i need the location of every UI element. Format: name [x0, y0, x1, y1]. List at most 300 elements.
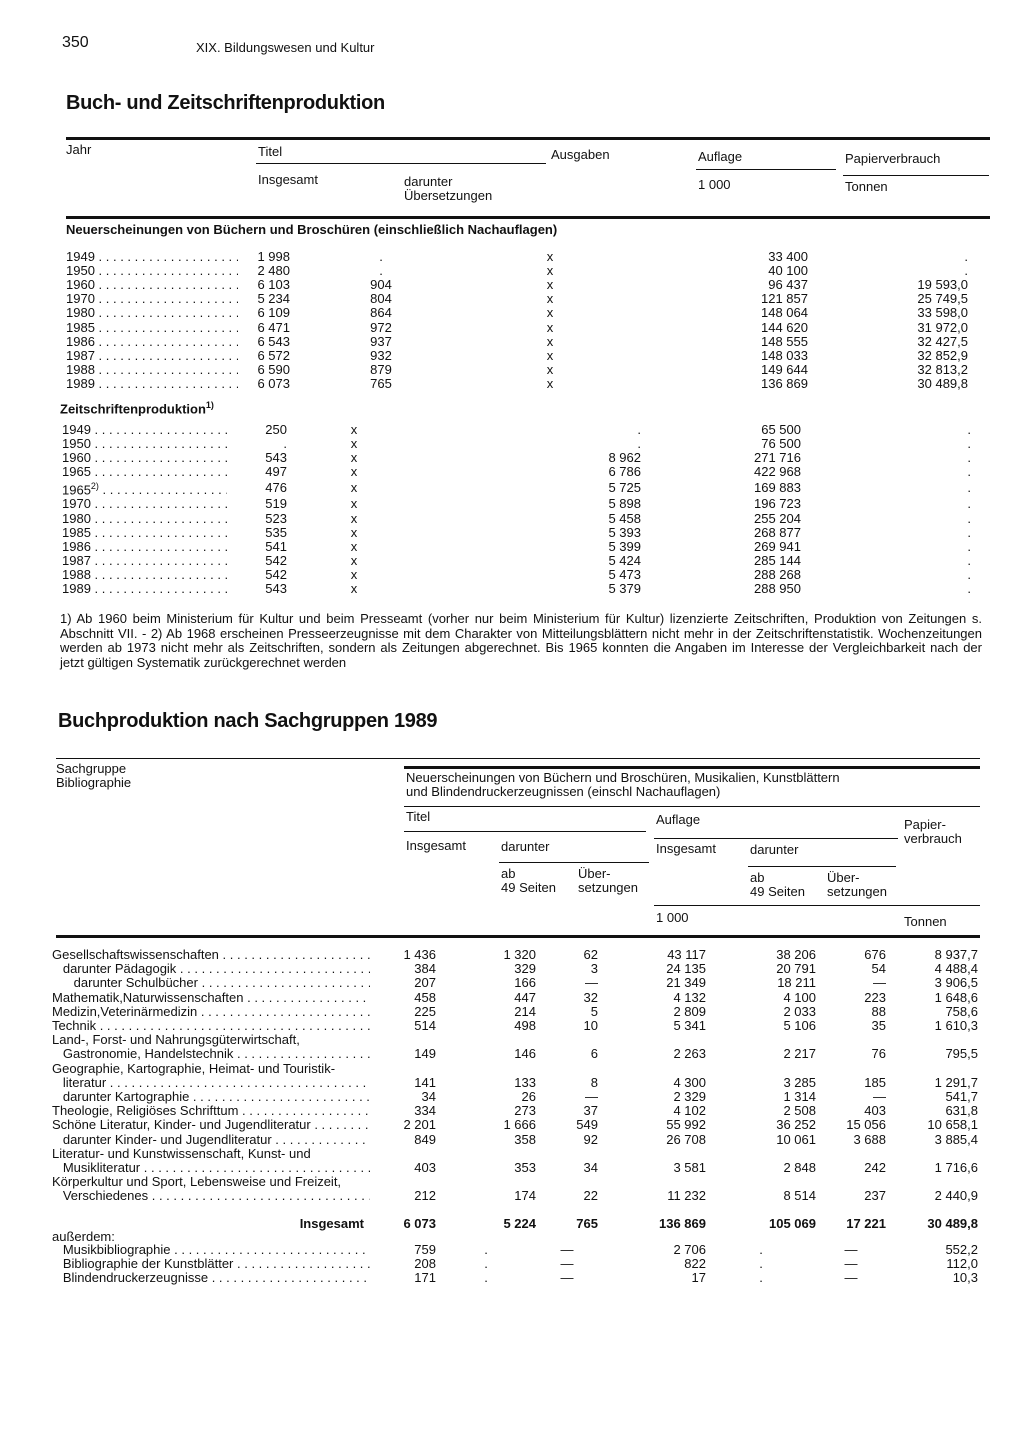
t2-head-auflage-insgesamt: Insgesamt	[656, 841, 716, 856]
sachgruppe-value: 1 666	[503, 1117, 536, 1133]
t1-head-auflage: Auflage	[698, 149, 743, 164]
sachgruppe-value: 3	[590, 961, 598, 977]
t2-head-ueber-1b: setzungen	[578, 880, 638, 895]
sachgruppe-label-line: Schöne Literatur, Kinder- und Jugendliteratur . . .	[52, 1118, 370, 1132]
t2-head-neu-2: und Blindendruckerzeugnissen (einschl Nachauflagen)	[406, 784, 721, 799]
group2-cell: x	[350, 581, 358, 597]
group1-cell: 864	[370, 305, 392, 321]
sachgruppe-value: 2 033	[783, 1003, 816, 1019]
group1-cell: x	[546, 248, 554, 264]
sachgruppe-value: 358	[514, 1131, 536, 1147]
group1-row	[66, 363, 968, 377]
group2-cell: x	[350, 567, 358, 583]
sachgruppe-label-line: darunter Schulbücher . . .	[52, 976, 370, 990]
sachgruppe-value: —	[873, 975, 886, 991]
group2-cell: .	[637, 435, 641, 451]
ausserdem-label: außerdem:	[52, 1228, 115, 1244]
group2-cell: x	[350, 435, 358, 451]
group2-cell: x	[350, 480, 358, 496]
group1-cell: 136 869	[761, 376, 808, 392]
extra-value: —	[560, 1241, 574, 1257]
group2-cell: .	[967, 581, 971, 597]
chapter-title: XIX. Bildungswesen und Kultur	[196, 40, 375, 55]
group1-cell: x	[546, 262, 554, 278]
group1-cell: 148 555	[761, 333, 808, 349]
sachgruppe-label-line: darunter Kartographie . . .	[52, 1090, 370, 1104]
group1-year	[66, 363, 238, 377]
t1-head-uebersetzungen: Übersetzungen	[404, 188, 493, 203]
extra-label-line: Bibliographie der Kunstblätter . . .	[52, 1257, 370, 1271]
empty-cell	[598, 1230, 706, 1243]
group2-title	[60, 400, 214, 416]
group1-cell: 33 400	[768, 248, 808, 264]
t2-head-titel-darunter: darunter	[501, 839, 550, 854]
group1-cell: 6 590	[257, 362, 290, 378]
group1-cell: 148 033	[761, 347, 808, 363]
group1-year-label: 1960 . . .	[66, 277, 238, 291]
sachgruppe-value: 676	[864, 947, 886, 962]
page-number: 350	[62, 34, 89, 51]
group2-cell: 5 725	[608, 480, 641, 496]
t2-head-papier-2: verbrauch	[904, 831, 962, 846]
sachgruppe-value: 4 100	[783, 989, 816, 1005]
sachgruppe-label	[52, 976, 370, 990]
group1-year	[66, 306, 238, 320]
sachgruppe-label-line: Musikliteratur . . .	[52, 1161, 370, 1175]
t2-rule-top	[404, 766, 980, 769]
extra-value: 822	[684, 1255, 706, 1271]
sachgruppe-value: 4 132	[673, 989, 706, 1005]
sachgruppe-value: 1 716,6	[934, 1160, 978, 1176]
group1-year-label: 1985 . . .	[66, 320, 238, 334]
sachgruppe-value: 133	[514, 1074, 536, 1090]
sachgruppe-value: 34	[583, 1160, 598, 1176]
t2-head-unit-1000: 1 000	[656, 910, 689, 925]
section2-title: Buchproduktion nach Sachgruppen 1989	[58, 710, 438, 732]
group2-cell: 285 144	[754, 553, 801, 569]
group2-year-label: 1987 . . .	[62, 554, 227, 568]
t2-head-bibliographie: Bibliographie	[56, 775, 132, 790]
group1-cell: 32 852,9	[917, 347, 968, 363]
sachgruppe-value: 8 514	[783, 1188, 816, 1204]
sachgruppe-value: —	[585, 975, 598, 991]
sachgruppe-value: 3 688	[853, 1131, 886, 1147]
group2-cell: 543	[265, 449, 287, 465]
sachgruppe-row	[52, 1019, 978, 1033]
group1-year	[66, 334, 238, 348]
sachgruppe-value: 11 232	[667, 1188, 706, 1204]
group1-cell: 6 103	[257, 276, 290, 292]
sachgruppe-value: 1 314	[783, 1089, 816, 1105]
footnote-mark: 2)	[90, 480, 99, 491]
group1-year-label: 1987 . . .	[66, 348, 238, 362]
sachgruppe-value: 2 809	[673, 1003, 706, 1019]
sachgruppe-label-line: darunter Pädagogik . . .	[52, 962, 370, 976]
sachgruppe-label	[52, 1118, 370, 1132]
group2-cell: 271 716	[754, 449, 801, 465]
sachgruppe-value: 62	[583, 947, 598, 962]
group1-cell: .	[379, 248, 383, 264]
group1-year-label: 1989 . . .	[66, 377, 238, 391]
t2-rule-titel	[404, 831, 646, 832]
total-value: 105 069	[769, 1215, 816, 1231]
group1-cell: .	[964, 248, 968, 264]
sachgruppe-value: 849	[414, 1131, 436, 1147]
group2-row	[62, 539, 971, 553]
group1-cell: 937	[370, 333, 392, 349]
extra-value: 112,0	[946, 1255, 978, 1271]
sachgruppe-value: 43 117	[667, 947, 706, 962]
group2-cell: x	[350, 496, 358, 512]
sachgruppe-value: 212	[414, 1188, 436, 1204]
group2-year	[62, 568, 227, 582]
sachgruppe-value: —	[585, 1089, 598, 1105]
sachgruppe-value: 26 708	[666, 1131, 706, 1147]
sachgruppe-row	[52, 976, 978, 990]
group2-cell: 476	[265, 480, 287, 496]
group2-row	[62, 497, 971, 511]
group1-cell: 6 471	[257, 319, 290, 335]
group2-cell: .	[967, 553, 971, 569]
t1-rule-papier	[843, 175, 989, 176]
sachgruppe-value: 4 488,4	[934, 961, 978, 977]
sachgruppe-value: 10 658,1	[927, 1117, 978, 1133]
sachgruppe-value: 146	[514, 1046, 536, 1062]
extra-value: 17	[691, 1270, 706, 1286]
sachgruppe-label-line: darunter Kinder- und Jugendliteratur . . .	[52, 1133, 370, 1147]
group2-cell: x	[350, 538, 358, 554]
group2-cell: 5 424	[608, 553, 641, 569]
group1-cell: 1 998	[257, 248, 290, 264]
group1-cell: 33 598,0	[917, 305, 968, 321]
group1-cell: .	[379, 262, 383, 278]
sachgruppe-value: 5	[590, 1003, 598, 1019]
t1-rule-auflage	[696, 169, 836, 170]
t2-head-seiten-2: 49 Seiten	[750, 884, 805, 899]
extra-value: —	[560, 1270, 574, 1286]
section1-title: Buch- und Zeitschriftenproduktion	[66, 92, 385, 114]
sachgruppe-value: 795,5	[945, 1046, 978, 1062]
sachgruppe-value: 5 106	[783, 1018, 816, 1034]
group2-year-label: 1965	[62, 481, 91, 497]
group1-cell: 32 427,5	[917, 333, 968, 349]
group2-cell: 523	[265, 510, 287, 526]
group1-row	[66, 263, 968, 277]
group1-cell: 144 620	[761, 319, 808, 335]
sachgruppe-label	[52, 1133, 370, 1147]
group2-year	[62, 582, 227, 596]
group2-cell: 196 723	[754, 496, 801, 512]
sachgruppe-value: 76	[871, 1046, 886, 1062]
group1-row	[66, 348, 968, 362]
t2-rule-units	[654, 905, 980, 906]
sachgruppe-value: 2 263	[673, 1046, 706, 1062]
total-value: 765	[576, 1215, 598, 1231]
group2-cell: 543	[265, 581, 287, 597]
group2-year-label: 1950 . . .	[62, 436, 227, 450]
group1-cell: 32 813,2	[917, 362, 968, 378]
group1-year	[66, 348, 238, 362]
sachgruppe-value: 242	[864, 1160, 886, 1176]
extra-label-line: Musikbibliographie . . .	[52, 1243, 370, 1257]
t2-head-unit-tonnen: Tonnen	[904, 914, 947, 929]
sachgruppe-value: 498	[514, 1018, 536, 1034]
sachgruppe-value: 10	[583, 1018, 598, 1034]
group2-cell: x	[350, 464, 358, 480]
sachgruppe-value: 2 201	[403, 1117, 436, 1133]
sachgruppe-value: 6	[590, 1046, 598, 1062]
group2-row	[62, 525, 971, 539]
group1-cell: 40 100	[768, 262, 808, 278]
group1-cell: x	[546, 333, 554, 349]
sachgruppe-value: 37	[583, 1103, 598, 1119]
group2-cell: .	[283, 435, 287, 451]
ausserdem-row	[52, 1230, 978, 1243]
sachgruppe-row	[52, 1090, 978, 1104]
sachgruppe-value: 26	[521, 1089, 536, 1105]
group2-year	[62, 436, 227, 450]
group2-row	[62, 450, 971, 464]
extra-value: —	[844, 1270, 858, 1286]
empty-cell	[816, 1230, 886, 1243]
sachgruppe-label	[52, 1019, 370, 1033]
group1-cell: 96 437	[768, 276, 808, 292]
sachgruppe-value: 2 440,9	[934, 1188, 978, 1204]
sachgruppe-value: 237	[864, 1188, 886, 1204]
group2-year	[62, 465, 227, 479]
sachgruppe-label	[52, 991, 370, 1005]
group1-title: Neuerscheinungen von Büchern und Broschüren (einschließlich Nachauflagen)	[66, 222, 558, 237]
group1-row	[66, 377, 968, 391]
extra-value: 2 706	[673, 1241, 706, 1257]
sachgruppe-value: 141	[414, 1074, 436, 1090]
sachgruppe-row	[52, 948, 978, 962]
group2-year-label: 1949 . . .	[62, 422, 227, 436]
sachgruppe-label	[52, 948, 370, 962]
leader-dots	[99, 482, 227, 497]
sachgruppe-label	[52, 1062, 370, 1090]
sachgruppe-value: 54	[871, 961, 886, 977]
extra-value: 208	[414, 1255, 436, 1271]
sachgruppe-value: 3 285	[783, 1074, 816, 1090]
group2-cell: .	[967, 510, 971, 526]
group1-cell: 30 489,8	[917, 376, 968, 392]
sachgruppe-value: 2 329	[673, 1089, 706, 1105]
group1-year	[66, 377, 238, 391]
group2-cell: 497	[265, 464, 287, 480]
group2-year	[62, 497, 227, 511]
group2-cell: x	[350, 553, 358, 569]
sachgruppe-label	[52, 1033, 370, 1061]
group2-cell: .	[967, 496, 971, 512]
sachgruppe-value: 3 885,4	[934, 1131, 978, 1147]
group2-year	[62, 479, 227, 497]
table2-top-rule-thin	[56, 758, 980, 759]
group1-cell: 31 972,0	[917, 319, 968, 335]
sachgruppe-label	[52, 1147, 370, 1175]
group2-cell: 268 877	[754, 524, 801, 540]
group2-cell: 5 399	[608, 538, 641, 554]
sachgruppe-value: 403	[864, 1103, 886, 1119]
group2-cell: .	[967, 421, 971, 437]
t2-head-ab-1: ab	[501, 866, 516, 881]
group1-cell: x	[546, 319, 554, 335]
t2-head-sachgruppe: Sachgruppe	[56, 761, 127, 776]
sachgruppe-value: 1 320	[503, 947, 536, 962]
t2-rule-auflage-darunter	[748, 866, 896, 867]
group2-year-label: 1965 . . .	[62, 465, 227, 479]
group2-cell: .	[967, 464, 971, 480]
group1-cell: 149 644	[761, 362, 808, 378]
group2-cell: 535	[265, 524, 287, 540]
sachgruppe-label-line: Literatur- und Kunstwissenschaft, Kunst- und	[52, 1146, 311, 1161]
group2-year-label: 1989 . . .	[62, 582, 227, 596]
sachgruppe-value: 758,6	[945, 1003, 978, 1019]
sachgruppe-value: 541,7	[945, 1089, 978, 1105]
empty-cell	[886, 1230, 978, 1243]
group1-cell: 6 572	[257, 347, 290, 363]
table2-head-rule	[56, 935, 980, 938]
t1-rule-titel	[256, 163, 546, 164]
total-value: 5 224	[503, 1215, 536, 1231]
group2-cell: 542	[265, 553, 287, 569]
total-value: 17 221	[846, 1215, 886, 1231]
group2-footnote-mark: 1)	[205, 400, 214, 410]
extra-value: .	[484, 1255, 488, 1271]
group1-cell: 765	[370, 376, 392, 392]
sachgruppe-value: 185	[864, 1074, 886, 1090]
group2-year-label: 1980 . . .	[62, 511, 227, 525]
group2-row	[62, 436, 971, 450]
group1-year	[66, 263, 238, 277]
sachgruppe-value: 223	[864, 989, 886, 1005]
group1-cell: 2 480	[257, 262, 290, 278]
sachgruppe-label	[52, 1090, 370, 1104]
group2-cell: .	[967, 480, 971, 496]
sachgruppe-value: 21 349	[666, 975, 706, 991]
group2-cell: x	[350, 449, 358, 465]
group1-cell: .	[964, 262, 968, 278]
sachgruppe-row	[52, 1147, 978, 1175]
sachgruppe-value: 92	[583, 1131, 598, 1147]
t1-head-insgesamt: Insgesamt	[258, 172, 318, 187]
extra-value: .	[484, 1270, 488, 1286]
sachgruppe-row	[52, 1104, 978, 1118]
sachgruppe-row	[52, 1118, 978, 1132]
sachgruppe-value: 2 508	[783, 1103, 816, 1119]
group1-year-label: 1986 . . .	[66, 334, 238, 348]
group1-cell: 972	[370, 319, 392, 335]
sachgruppe-value: 353	[514, 1160, 536, 1176]
group2-cell: .	[967, 538, 971, 554]
extra-value: .	[759, 1241, 763, 1257]
group2-cell: 65 500	[761, 421, 801, 437]
sachgruppe-row	[52, 1005, 978, 1019]
extra-value: 759	[414, 1241, 436, 1257]
sachgruppe-label-line: Medizin,Veterinärmedizin . . .	[52, 1005, 370, 1019]
t1-head-titel: Titel	[258, 144, 283, 159]
group1-year-label: 1988 . . .	[66, 363, 238, 377]
sachgruppe-value: 34	[421, 1089, 436, 1105]
sachgruppe-row	[52, 1033, 978, 1061]
sachgruppe-label	[52, 1005, 370, 1019]
group2-year-label: 1960 . . .	[62, 450, 227, 464]
sachgruppe-value: 4 102	[673, 1103, 706, 1119]
table1-top-rule	[66, 137, 990, 140]
extra-row	[52, 1243, 978, 1257]
sachgruppe-value: —	[873, 1089, 886, 1105]
t2-head-ueber-2b: setzungen	[827, 884, 887, 899]
extra-value: .	[759, 1255, 763, 1271]
sachgruppe-label-line: literatur . . .	[52, 1076, 370, 1090]
group1-cell: 6 543	[257, 333, 290, 349]
sachgruppe-row	[52, 1175, 978, 1203]
sachgruppe-value: 149	[414, 1046, 436, 1062]
group2-year-label: 1988 . . .	[62, 568, 227, 582]
extra-value: .	[484, 1241, 488, 1257]
sachgruppe-value: 8 937,7	[934, 947, 978, 962]
group2-year-label: 1985 . . .	[62, 525, 227, 539]
t2-head-seiten-1: 49 Seiten	[501, 880, 556, 895]
sachgruppe-value: 1 610,3	[934, 1018, 978, 1034]
group1-cell: x	[546, 276, 554, 292]
group1-row	[66, 306, 968, 320]
group2-cell: 5 393	[608, 524, 641, 540]
t2-head-ueber-2a: Über-	[827, 870, 860, 885]
sachgruppe-value: 35	[871, 1018, 886, 1034]
group2-cell: 288 950	[754, 581, 801, 597]
empty-cell	[436, 1230, 536, 1243]
group2-cell: .	[967, 449, 971, 465]
group2-cell: 5 458	[608, 510, 641, 526]
group1-year	[66, 320, 238, 334]
extra-value: .	[759, 1270, 763, 1286]
group2-cell: 5 379	[608, 581, 641, 597]
t1-head-papier: Papierverbrauch	[845, 151, 941, 166]
group2-row	[62, 582, 971, 596]
group2-cell: 519	[265, 496, 287, 512]
group2-year-label: 1970 . . .	[62, 497, 227, 511]
sachgruppe-row	[52, 1133, 978, 1147]
group2-cell: 169 883	[754, 480, 801, 496]
extra-label	[52, 1243, 370, 1257]
group2-row	[62, 554, 971, 568]
sachgruppe-value: 20 791	[776, 961, 816, 977]
group2-row	[62, 422, 971, 436]
group2-year	[62, 525, 227, 539]
empty-cell	[370, 1230, 436, 1243]
group1-year-label: 1970 . . .	[66, 292, 238, 306]
sachgruppe-value: 3 906,5	[934, 975, 978, 991]
group2-row	[62, 568, 971, 582]
sachgruppe-value: 1 436	[403, 947, 436, 962]
t1-head-darunter: darunter	[404, 174, 453, 189]
t1-head-jahr: Jahr	[66, 142, 92, 157]
sachgruppe-label-line: Mathematik,Naturwissenschaften . . .	[52, 991, 370, 1005]
t2-head-titel-insgesamt: Insgesamt	[406, 838, 466, 853]
group2-year-label: 1986 . . .	[62, 539, 227, 553]
group2-year	[62, 511, 227, 525]
total-label: Insgesamt	[299, 1215, 364, 1231]
group2-cell: 8 962	[608, 449, 641, 465]
group1-cell: x	[546, 347, 554, 363]
sachgruppe-value: 447	[514, 989, 536, 1005]
group2-cell: x	[350, 421, 358, 437]
group1-row	[66, 292, 968, 306]
extra-label	[52, 1257, 370, 1271]
sachgruppe-value: 549	[576, 1117, 598, 1133]
sachgruppe-label-line: Verschiedenes . . .	[52, 1189, 370, 1203]
